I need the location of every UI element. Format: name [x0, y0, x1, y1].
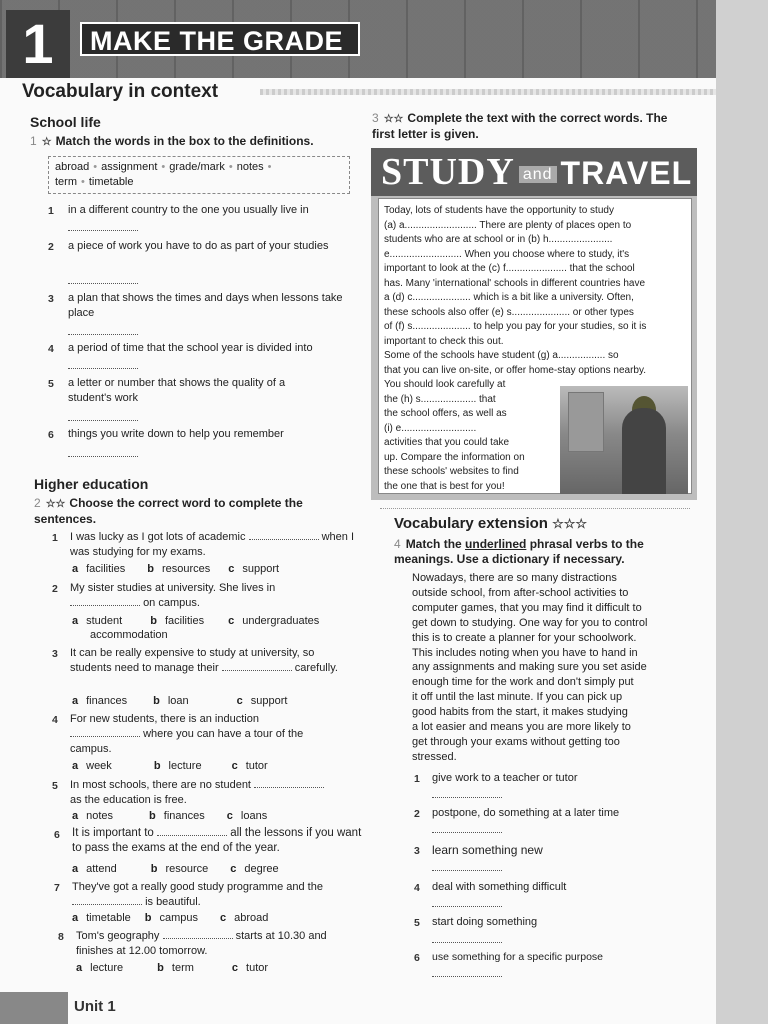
stars-icon: ☆☆ — [45, 498, 66, 510]
option-a[interactable]: attend — [86, 863, 117, 875]
blank[interactable] — [249, 531, 319, 540]
answer-line[interactable] — [432, 942, 502, 943]
text-line: (i) e........................... — [384, 422, 477, 434]
text-line: the one that is best for you! — [384, 480, 505, 492]
definition: a period of time that the school year is divided into — [68, 342, 313, 354]
question — [70, 778, 360, 808]
text-line: the (h) s.................... that — [384, 393, 496, 405]
higher-education-heading: Higher education — [34, 476, 149, 492]
item-number: 4 — [414, 882, 420, 894]
meaning: start doing something — [432, 916, 538, 928]
paragraph-line: a lot easier and means you are more likely to — [412, 721, 631, 734]
blank[interactable] — [222, 662, 292, 671]
ex3-instruction — [372, 111, 692, 142]
item-number: 4 — [48, 343, 54, 355]
question-text: It can be really expensive to study at university, so students need to manage their — [70, 647, 315, 674]
paragraph-line: enough time for the work and don't simply put — [412, 676, 634, 689]
item-number: 1 — [48, 205, 54, 217]
item-number: 3 — [52, 648, 58, 660]
question-text: is beautiful. — [145, 896, 201, 908]
blank[interactable] — [70, 597, 140, 606]
paragraph-line: this is to create a planner for your schoolwork. — [412, 631, 637, 644]
options: a week b lecture c tutor — [72, 760, 268, 772]
paragraph-line: get down to studying. One way for you to control — [412, 616, 648, 629]
star-icon: ☆ — [41, 136, 52, 148]
answer-line[interactable] — [68, 420, 138, 421]
word-box: abroad • assignment • grade/mark • notes • term • timetable — [48, 156, 350, 194]
unit-header — [0, 0, 740, 78]
ex1-number: 1 — [30, 134, 37, 148]
text-line: students who are at school or in (b) h....................... — [384, 234, 613, 245]
item-number: 7 — [54, 882, 60, 894]
question-text: For new students, there is an induction — [70, 713, 259, 725]
paragraph-line: any assignments and making sure you set aside — [412, 661, 647, 674]
options: a student b facilities c undergraduates — [72, 615, 320, 627]
question — [72, 880, 368, 910]
gapfill-text-continued — [384, 378, 560, 494]
word: grade/mark — [169, 161, 225, 173]
item-number: 1 — [52, 532, 58, 544]
extension-title — [394, 515, 591, 532]
options: a finances b loan c support — [72, 695, 288, 707]
option-a[interactable]: timetable — [86, 912, 131, 924]
ex1-instruction — [30, 134, 360, 150]
options: a attend b resource c degree — [72, 863, 279, 875]
ex4-number: 4 — [394, 537, 401, 551]
question-text: carefully. — [294, 662, 338, 674]
text-line: (a) a.......................... There are plenty of places open to — [384, 219, 632, 231]
unit-title: MAKE THE GRADE — [80, 22, 360, 56]
definition: a letter or number that shows the quality of a student's work — [68, 377, 286, 404]
option-a[interactable]: week — [86, 760, 112, 772]
paragraph-line: it off until the last minute. If you can pick up — [412, 691, 623, 704]
meaning: postpone, do something at a later time — [432, 807, 620, 819]
ex1-instruction-text: Match the words in the box to the definitions. — [55, 134, 314, 148]
blank[interactable] — [254, 779, 324, 788]
question-text: It is important to — [72, 827, 154, 839]
option-b[interactable]: loan — [167, 695, 189, 707]
option-b[interactable]: facilities — [164, 615, 205, 627]
question-text: on campus. — [143, 597, 200, 609]
option-c[interactable]: loans — [240, 810, 268, 822]
item-number: 5 — [48, 378, 54, 390]
option-a[interactable]: lecture — [90, 962, 124, 974]
answer-line[interactable] — [68, 230, 138, 231]
options: a timetable b campus c abroad — [72, 912, 269, 924]
text-line: up. Compare the information on — [384, 451, 525, 463]
option-a[interactable]: notes — [86, 810, 114, 822]
item-number: 6 — [414, 952, 420, 964]
item-number: 5 — [414, 917, 420, 929]
option-b[interactable]: finances — [163, 810, 205, 822]
definition: in a different country to the one you usually live in — [68, 204, 309, 216]
item-number: 3 — [48, 293, 54, 305]
study-travel-title — [371, 148, 697, 196]
answer-line[interactable] — [68, 368, 138, 369]
footer-tab — [0, 992, 68, 1024]
paragraph-line: Nowadays, there are so many distractions — [412, 572, 617, 584]
stars-icon: ☆☆☆ — [552, 516, 588, 531]
item-number: 2 — [414, 808, 420, 820]
ex4-instruction-text: phrasal verbs to the meanings. Use a dictionary if necessary. — [394, 537, 644, 566]
text-line: You should look carefully at — [384, 379, 506, 390]
section-rule — [260, 89, 716, 95]
option-b[interactable]: campus — [159, 912, 199, 924]
unit-number: 1 — [6, 10, 70, 78]
ex3-number: 3 — [372, 111, 379, 125]
question-text: when I was studying for my exams. — [70, 531, 355, 558]
question — [70, 581, 360, 611]
blank[interactable] — [163, 930, 233, 939]
student-body-shape — [622, 408, 666, 494]
question-text: Tom's geography — [76, 930, 160, 942]
meaning: learn something new — [432, 843, 543, 857]
option-c[interactable]: tutor — [245, 760, 268, 772]
answer-line[interactable] — [68, 334, 138, 335]
text-line: e.......................... When you choose where to study, it's — [384, 248, 630, 260]
question — [70, 530, 360, 560]
question-text: In most schools, there are no student — [70, 779, 251, 791]
item-number: 6 — [54, 829, 60, 841]
item-number: 4 — [52, 714, 58, 726]
answer-line[interactable] — [68, 283, 138, 284]
question-text: I was lucky as I got lots of academic — [70, 531, 246, 543]
ex2-number: 2 — [34, 496, 41, 510]
item-number: 2 — [52, 583, 58, 595]
meaning: give work to a teacher or tutor — [432, 772, 578, 784]
footer-unit-label: Unit 1 — [74, 998, 116, 1015]
item-number: 6 — [48, 429, 54, 441]
word: assignment — [101, 161, 158, 173]
page-edge — [716, 0, 768, 1024]
meaning: deal with something difficult — [432, 881, 567, 893]
option-c[interactable]: support — [250, 695, 288, 707]
ex4-instruction-underlined: underlined — [465, 537, 527, 551]
answer-line[interactable] — [432, 906, 502, 907]
text-line: important to look at the (c) f...................... that the school — [384, 263, 635, 274]
paragraph-line: computer games, that you may find it difficult to — [412, 601, 642, 614]
extension-paragraph — [412, 571, 712, 765]
options: a notes b finances c loans — [72, 810, 268, 822]
question — [76, 929, 356, 959]
answer-line[interactable] — [432, 832, 502, 833]
option-a[interactable]: student — [86, 615, 123, 627]
ex2-instruction-text: Choose the correct word to complete the sentences. — [34, 496, 303, 526]
tower-bridge-shape — [568, 392, 604, 452]
title-and: and — [519, 166, 557, 183]
answer-line[interactable] — [432, 976, 502, 977]
school-life-heading: School life — [30, 114, 101, 130]
text-line: of (f) s..................... to help you pay for your studies, so it is — [384, 321, 647, 332]
question-text: My sister studies at university. She lives in — [70, 582, 276, 594]
definition: things you write down to help you remember — [68, 428, 284, 440]
text-line: Today, lots of students have the opportunity to study — [384, 205, 614, 216]
text-line: Some of the schools have student (g) a................. so — [384, 350, 619, 361]
item-number: 2 — [48, 241, 54, 253]
extension-title-text: Vocabulary extension — [394, 515, 548, 532]
word: timetable — [88, 176, 134, 188]
item-number: 1 — [414, 773, 420, 785]
text-line: these schools also offer (e) s..................... or other types — [384, 306, 634, 318]
text-line: these schools' websites to find — [384, 466, 519, 477]
options: a lecture b term c tutor — [76, 962, 269, 974]
text-line: important to check this out. — [384, 335, 504, 347]
blank[interactable] — [72, 896, 142, 905]
option-c[interactable]: tutor — [246, 962, 269, 974]
question — [72, 826, 362, 856]
question-text: all the lessons if you want to pass the exams at the end of the year. — [72, 827, 362, 854]
paragraph-line: outside school, from after-school activities to — [412, 586, 629, 599]
word: term — [55, 176, 77, 188]
option-b[interactable]: lecture — [168, 760, 202, 772]
text-line: activities that you could take — [384, 437, 510, 448]
definition: a plan that shows the times and days when lessons take place — [68, 292, 343, 319]
item-number: 8 — [58, 931, 64, 943]
gapfill-text — [384, 204, 688, 378]
text-line: the school offers, as well as — [384, 408, 507, 419]
paragraph-line: get through your exams without getting too — [412, 735, 620, 748]
option-b[interactable]: term — [171, 962, 194, 974]
item-number: 5 — [52, 780, 58, 792]
option-c[interactable]: undergraduates — [242, 615, 320, 627]
option-c[interactable]: support — [242, 563, 280, 575]
ex4-instruction-text: Match the — [405, 537, 466, 551]
extension-rule — [380, 508, 690, 509]
question-text: They've got a really good study programme and the — [72, 881, 323, 893]
option-b[interactable]: resources — [161, 563, 211, 575]
option-continuation: accommodation — [90, 629, 168, 641]
option-a[interactable]: facilities — [86, 563, 126, 575]
question-text: as the education is free. — [70, 794, 187, 806]
options: a facilities b resources c support — [72, 563, 280, 575]
ex3-instruction-text: Complete the text with the correct words. The first letter is given. — [372, 111, 668, 141]
text-line: a (d) c..................... which is a bit like a university. Often, — [384, 292, 634, 303]
paragraph-line: good habits from the start, it makes studying — [412, 706, 628, 719]
question-text: where you can have a tour of the campus. — [70, 728, 304, 755]
section-title: Vocabulary in context — [22, 81, 219, 102]
blank[interactable] — [70, 728, 140, 737]
word: notes — [236, 161, 264, 173]
question-text: starts at 10.30 and finishes at 12.00 tomorrow. — [76, 930, 327, 957]
question — [70, 646, 342, 676]
text-line: that you can live on-site, or offer home-stay options nearby. — [384, 364, 646, 376]
stars-icon: ☆☆ — [383, 113, 404, 125]
title-study: STUDY — [381, 151, 515, 193]
question — [70, 712, 320, 757]
answer-line[interactable] — [68, 456, 138, 457]
title-travel: TRAVEL — [560, 155, 693, 191]
option-c[interactable]: abroad — [234, 912, 269, 924]
blank[interactable] — [157, 827, 227, 836]
text-line: has. Many 'international' schools in different countries have — [384, 277, 646, 289]
option-c[interactable]: degree — [244, 863, 279, 875]
meaning: use something for a specific purpose — [432, 951, 604, 963]
word: abroad — [55, 161, 90, 173]
ex4-instruction — [394, 537, 694, 567]
paragraph-line: stressed. — [412, 750, 457, 763]
definition: a piece of work you have to do as part of your studies — [68, 240, 329, 252]
option-a[interactable]: finances — [86, 695, 128, 707]
answer-line[interactable] — [432, 870, 502, 871]
item-number: 3 — [414, 845, 420, 857]
paragraph-line: This includes noting when you have to hand in — [412, 646, 638, 659]
option-b[interactable]: resource — [165, 863, 209, 875]
answer-line[interactable] — [432, 797, 502, 798]
ex2-instruction — [34, 496, 354, 527]
student-photo — [560, 386, 688, 494]
